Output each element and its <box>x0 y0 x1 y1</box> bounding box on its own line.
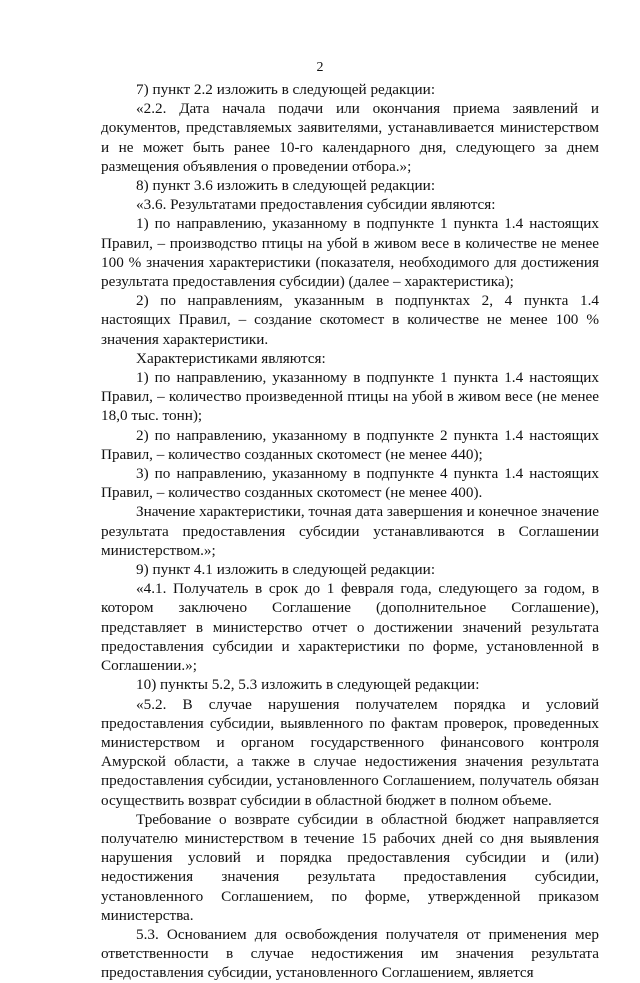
paragraph: «3.6. Результатами предоставления субсидии являются: <box>136 196 496 214</box>
paragraph: 1) по направлению, указанному в подпункте 1 пункта 1.4 настоящих Правил, – количество произведенной птицы на убой в живом весе (не менее 18,0 тыс. тонн); <box>101 369 599 425</box>
paragraph: Требование о возврате субсидии в областной бюджет направляется получателю министерством в течение 15 рабочих дней со дня выявления нарушения условий и порядка предоставления субсидии и (или) недостижения значения результата предоставления субсидии, установленного Соглашением, по форме, утвержденной приказом министерства. <box>101 810 599 924</box>
paragraph: 1) по направлению, указанному в подпункте 1 пункта 1.4 настоящих Правил, – производство птицы на убой в живом весе в количестве не менее 100 % значения характеристики (показателя, необходимого для достижения результата предоставления субсидии) (далее – характеристика); <box>101 215 599 291</box>
paragraph: 2) по направлениям, указанным в подпунктах 2, 4 пункта 1.4 настоящих Правил, – создание скотомест в количестве не менее 100 % значения характеристики. <box>101 292 599 348</box>
paragraph: 7) пункт 2.2 изложить в следующей редакции: <box>136 81 436 98</box>
paragraph: 8) пункт 3.6 изложить в следующей редакции: <box>136 177 436 195</box>
paragraph: 3) по направлению, указанному в подпункте 4 пункта 1.4 настоящих Правил, – количество созданных скотомест (не менее 400). <box>101 465 599 502</box>
paragraph: 10) пункты 5.2, 5.3 изложить в следующей редакции: <box>136 676 480 694</box>
document-body <box>101 80 599 983</box>
paragraph: «2.2. Дата начала подачи или окончания приема заявлений и документов, представляемых заявителями, устанавливается министерством и не может быть ранее 10-го календарного дня, следующего за днем размещения объявления о проведении отбора.»; <box>101 100 599 175</box>
paragraph: 9) пункт 4.1 изложить в следующей редакции: <box>136 561 436 579</box>
paragraph: Значение характеристики, точная дата завершения и конечное значение результата предоставления субсидии устанавливаются в Соглашении министерством.»; <box>101 503 599 559</box>
paragraph: 5.3. Основанием для освобождения получателя от применения мер ответственности в случае недостижения им значения результата предоставления субсидии, установленного Соглашением, является <box>101 925 599 982</box>
paragraph: 2) по направлению, указанному в подпункте 2 пункта 1.4 настоящих Правил, – количество созданных скотомест (не менее 440); <box>101 426 599 463</box>
page-number: 2 <box>316 60 324 75</box>
paragraph: «4.1. Получатель в срок до 1 февраля года, следующего за годом, в котором заключено Соглашение (дополнительное Соглашение), представляет в министерство отчет о достижении значений результата предоставления субсидии и характеристики по форме, установленной в Соглашении.»; <box>101 580 599 675</box>
paragraph: «5.2. В случае нарушения получателем порядка и условий предоставления субсидии, выявленного по фактам проверок, проведенных министерством и органом государственного финансового контроля Амурской области, а также в случае недостижения значения результата предоставления субсидии, установленного Соглашением, получатель обязан осуществить возврат субсидии в областной бюджет в полном объеме. <box>101 695 599 809</box>
paragraph: Характеристиками являются: <box>136 349 326 367</box>
